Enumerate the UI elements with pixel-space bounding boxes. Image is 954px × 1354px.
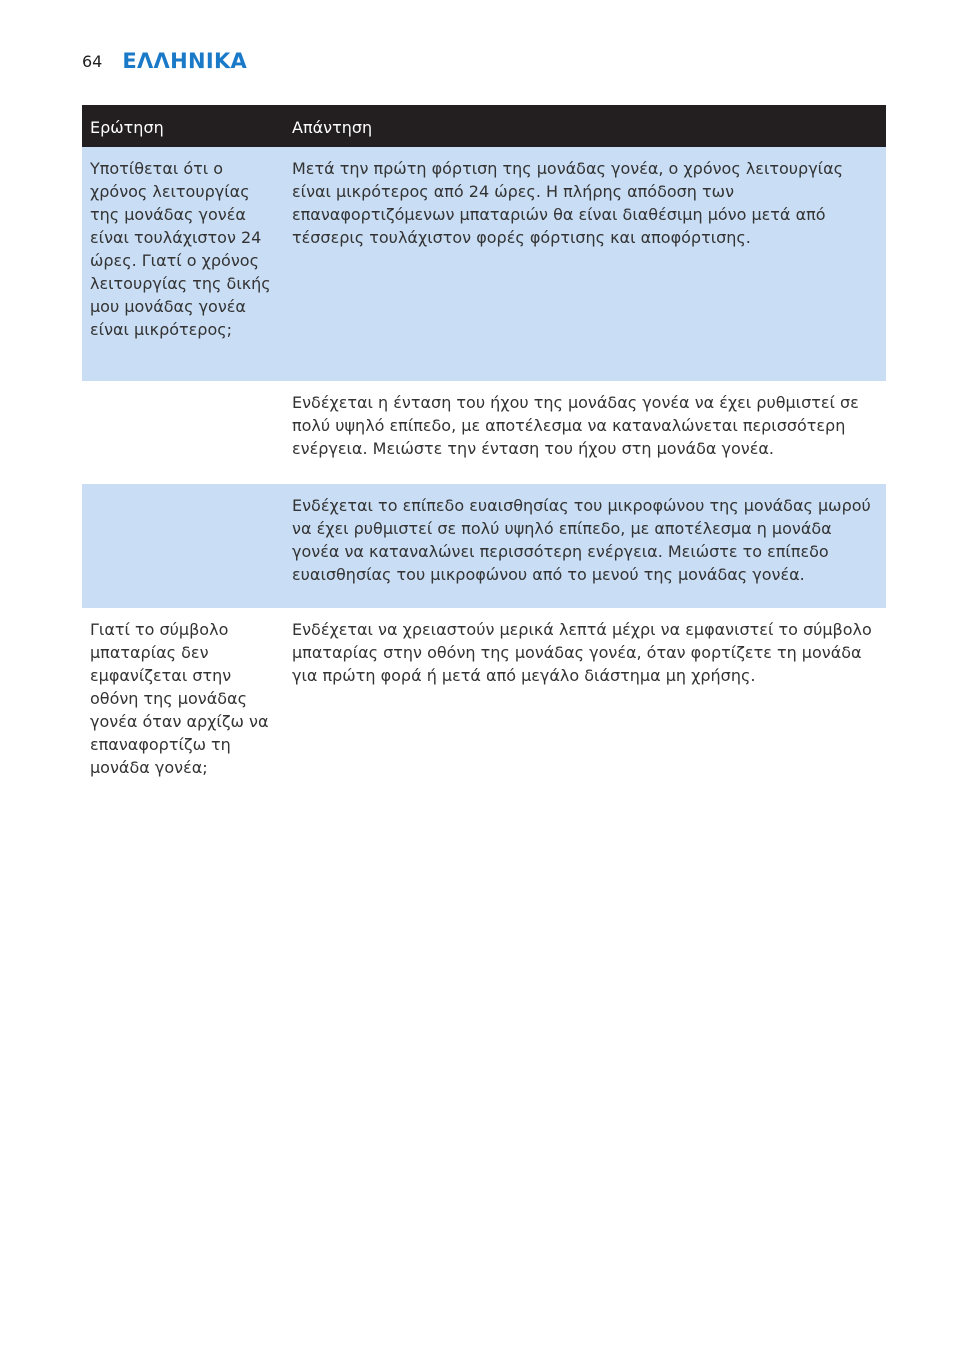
table-row xyxy=(82,147,886,381)
question-cell xyxy=(82,484,282,608)
question-cell: Γιατί το σύμβολο μπαταρίας δεν εμφανίζεται στην οθόνη της μονάδας γονέα όταν αρχίζω να επαναφορτίζω τη μονάδα γονέα; xyxy=(90,620,269,777)
answer-cell: Μετά την πρώτη φόρτιση της μονάδας γονέα, ο χρόνος λειτουργίας είναι μικρότερος από 24 ώρες. Η πλήρης απόδοση των επαναφορτιζόμενων μπαταριών θα είναι διαθέσιμη μόνο μετά από τέσσερις τουλάχιστον φορές φόρτισης και αποφόρτισης. xyxy=(292,159,844,247)
question-cell xyxy=(82,381,282,484)
answer-cell: Ενδέχεται το επίπεδο ευαισθησίας του μικροφώνου της μονάδας μωρού να έχει ρυθμιστεί σε πολύ υψηλό επίπεδο, με αποτέλεσμα η μονάδα γονέα να καταναλώνει περισσότερη ενέργεια. Μειώστε το επίπεδο ευαισθησίας του μικροφώνου από το μενού της μονάδας γονέα. xyxy=(292,496,871,584)
faq-table xyxy=(82,105,886,784)
table-row xyxy=(82,484,886,608)
table-row xyxy=(82,381,886,484)
section-title: ΕΛΛΗΝΙΚΑ xyxy=(122,49,248,73)
table-row xyxy=(82,608,886,784)
table-header-row xyxy=(82,105,886,147)
question-cell: Υποτίθεται ότι ο χρόνος λειτουργίας της μονάδας γονέα είναι τουλάχιστον 24 ώρες. Γιατί ο χρόνος λειτουργίας της δικής μου μονάδας γονέα είναι μικρότερος; xyxy=(90,159,271,339)
page-header xyxy=(82,44,247,78)
column-header-question: Ερώτηση xyxy=(90,118,164,137)
page-number: 64 xyxy=(82,51,103,71)
column-header-answer: Απάντηση xyxy=(292,118,373,137)
answer-cell: Ενδέχεται να χρειαστούν μερικά λεπτά μέχρι να εμφανιστεί το σύμβολο μπαταρίας στην οθόνη της μονάδας γονέα, όταν φορτίζετε τη μονάδα για πρώτη φορά ή μετά από μεγάλο διάστημα μη χρήσης. xyxy=(292,620,872,685)
answer-cell: Ενδέχεται η ένταση του ήχου της μονάδας γονέα να έχει ρυθμιστεί σε πολύ υψηλό επίπεδο, με αποτέλεσμα να καταναλώνεται περισσότερη ενέργεια. Μειώστε την ένταση του ήχου στη μονάδα γονέα. xyxy=(292,393,859,458)
